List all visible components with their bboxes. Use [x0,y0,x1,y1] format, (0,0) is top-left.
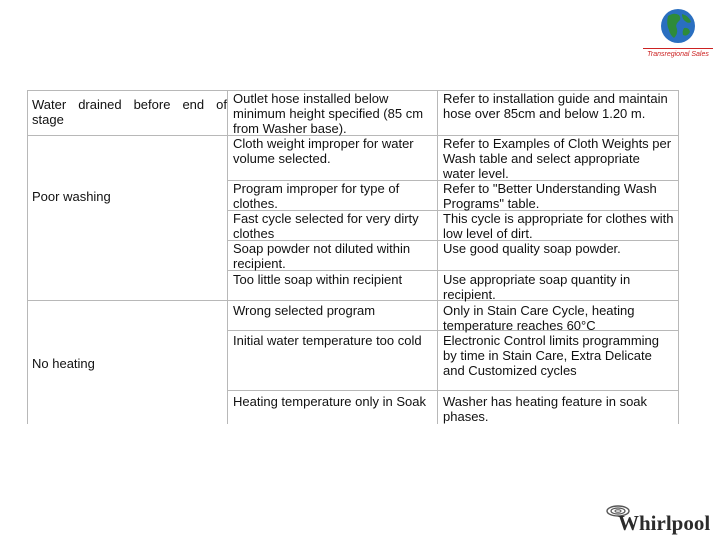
cause-cell: Fast cycle selected for very dirty clothes [233,211,419,241]
table-divider-col2 [437,90,438,424]
remedy-cell: Washer has heating feature in soak phases. [443,394,648,424]
cause-cell: Wrong selected program [233,303,376,318]
remedy-cell: This cycle is appropriate for clothes with low level of dirt. [443,211,674,241]
row-divider [227,390,679,391]
cause-cell: Program improper for type of clothes. [233,181,400,211]
remedy-cell: Only in Stain Care Cycle, heating temperature reaches 60°C [443,303,635,333]
issue-cell: Poor washing [32,189,111,204]
cause-cell: Too little soap within recipient [233,272,403,287]
table-border-right [678,90,679,424]
cause-cell: Cloth weight improper for water volume selected. [233,136,414,166]
brand-logo-text: Whirlpool [618,511,711,535]
cause-cell: Soap powder not diluted within recipient. [233,241,411,271]
cause-cell: Heating temperature only in Soak [233,394,426,409]
remedy-cell: Use good quality soap powder. [443,241,621,256]
troubleshooting-table [27,90,679,424]
cause-cell: Initial water temperature too cold [233,333,422,348]
issue-cell: Water drained before end of stage [32,97,227,127]
globe-icon [660,8,696,44]
remedy-cell: Refer to Examples of Cloth Weights per Wash table and select appropriate water level. [443,136,672,181]
remedy-cell: Use appropriate soap quantity in recipient. [443,272,631,302]
header-rule [643,48,713,49]
header-tagline: Transregional Sales [647,51,709,58]
cause-cell: Outlet hose installed below minimum height specified (85 cm from Washer base). [233,91,424,136]
table-divider-col1 [227,90,228,424]
table-border-left [27,90,28,424]
remedy-cell: Refer to "Better Understanding Wash Programs" table. [443,181,657,211]
remedy-cell: Electronic Control limits programming by time in Stain Care, Extra Delicate and Customized cycles [443,333,660,378]
remedy-cell: Refer to installation guide and maintain hose over 85cm and below 1.20 m. [443,91,668,121]
issue-cell: No heating [32,356,95,371]
